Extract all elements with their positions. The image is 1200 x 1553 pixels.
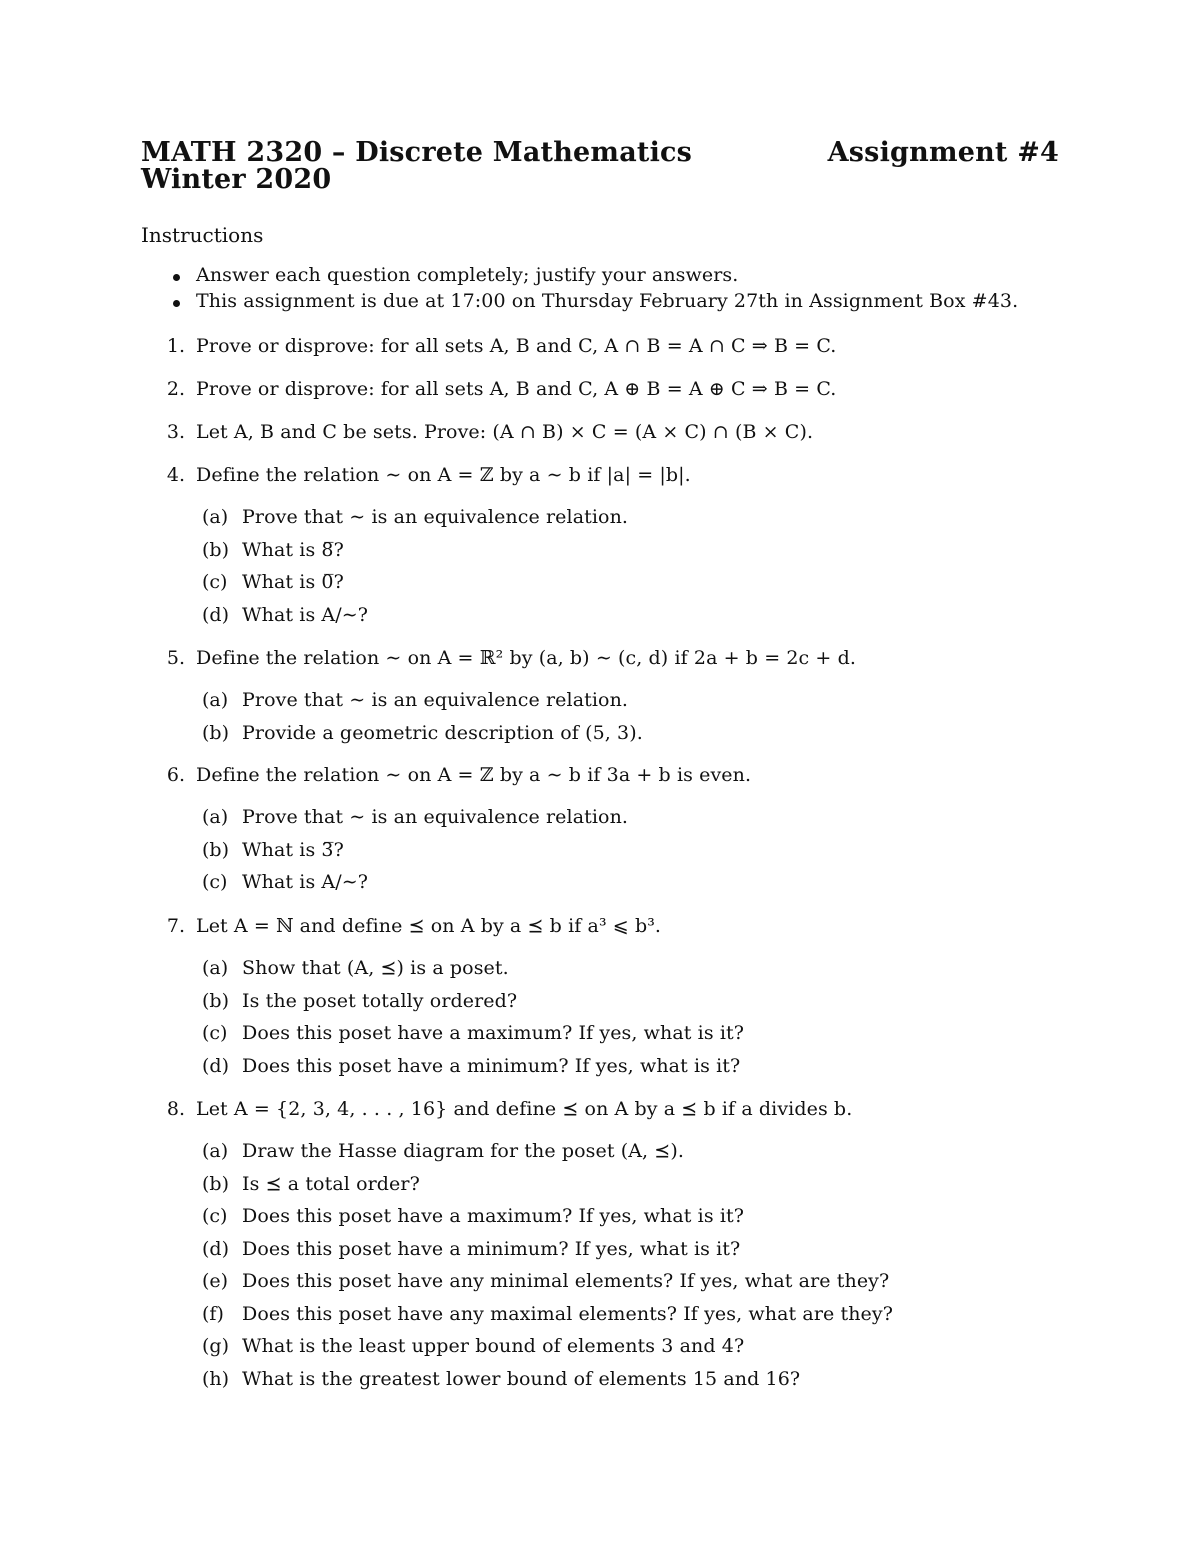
question-text: Prove or disprove: for all sets A, B and C, A ∩ B = A ∩ C ⇒ B = C.	[196, 335, 837, 357]
part-text: Draw the Hasse diagram for the poset (A, ⪯).	[242, 1140, 684, 1162]
part-text: What is A/∼?	[242, 871, 369, 893]
part-text: What is 3̅?	[242, 838, 344, 861]
part-label: (b)	[202, 538, 229, 561]
part-text: Is ⪯ a total order?	[242, 1172, 420, 1195]
part-label: (b)	[202, 989, 229, 1012]
question-text: Let A = ℕ and define ⪯ on A by a ⪯ b if a³ ⩽ b³.	[196, 915, 662, 937]
part-label: (a)	[202, 806, 229, 828]
part-text: What is A/∼?	[242, 603, 369, 626]
term-label: Winter 2020	[141, 164, 332, 195]
part-text: Does this poset have a minimum? If yes, what is it?	[242, 1054, 741, 1077]
part-label: (b)	[202, 721, 229, 744]
question-number: 8.	[166, 1098, 185, 1120]
bullet-icon	[173, 300, 180, 307]
question-number: 2.	[166, 378, 185, 400]
part-label: (d)	[202, 603, 229, 626]
part-text: What is 8̅?	[242, 538, 344, 561]
part-label: (b)	[202, 1172, 229, 1195]
question-number: 5.	[166, 647, 185, 669]
part-label: (f)	[202, 1302, 224, 1325]
part-label: (c)	[202, 1022, 228, 1044]
part-text: Prove that ∼ is an equivalence relation.	[242, 689, 629, 711]
question-text: Prove or disprove: for all sets A, B and C, A ⊕ B = A ⊕ C ⇒ B = C.	[196, 378, 837, 400]
part-text: What is the greatest lower bound of elements 15 and 16?	[242, 1367, 801, 1390]
part-text: Does this poset have any maximal elements? If yes, what are they?	[242, 1302, 894, 1325]
part-label: (e)	[202, 1270, 229, 1292]
question-number: 1.	[166, 335, 185, 357]
part-text: What is 0̅?	[242, 571, 344, 593]
part-text: What is the least upper bound of elements 3 and 4?	[242, 1335, 745, 1357]
part-label: (c)	[202, 871, 228, 893]
part-text: Prove that ∼ is an equivalence relation.	[242, 506, 629, 528]
part-label: (b)	[202, 838, 229, 861]
part-label: (a)	[202, 689, 229, 711]
question-text: Let A, B and C be sets. Prove: (A ∩ B) × C = (A × C) ∩ (B × C).	[196, 421, 814, 443]
part-text: Does this poset have a minimum? If yes, what is it?	[242, 1237, 741, 1260]
part-text: Provide a geometric description of (5, 3).	[242, 721, 643, 744]
part-label: (h)	[202, 1367, 230, 1390]
part-text: Does this poset have any minimal elements? If yes, what are they?	[242, 1270, 890, 1292]
bullet-icon	[173, 274, 180, 281]
part-label: (a)	[202, 506, 229, 528]
part-label: (a)	[202, 957, 229, 979]
part-text: Show that (A, ⪯) is a poset.	[242, 957, 509, 979]
part-text: Does this poset have a maximum? If yes, what is it?	[242, 1205, 745, 1227]
question-text: Define the relation ∼ on A = ℤ by a ∼ b if |a| = |b|.	[196, 464, 691, 486]
question-number: 7.	[166, 915, 185, 937]
part-label: (d)	[202, 1054, 229, 1077]
part-label: (c)	[202, 1205, 228, 1227]
part-label: (a)	[202, 1140, 229, 1162]
question-text: Let A = {2, 3, 4, . . . , 16} and define ⪯ on A by a ⪯ b if a divides b.	[196, 1098, 853, 1120]
question-text: Define the relation ∼ on A = ℤ by a ∼ b if 3a + b is even.	[196, 764, 752, 786]
part-label: (c)	[202, 571, 228, 593]
question-number: 3.	[166, 421, 185, 443]
instruction-item: This assignment is due at 17:00 on Thursday February 27th in Assignment Box #43.	[196, 290, 1019, 312]
instruction-item: Answer each question completely; justify your answers.	[196, 264, 739, 286]
instructions-heading: Instructions	[141, 223, 264, 247]
part-text: Is the poset totally ordered?	[242, 989, 518, 1012]
course-title: MATH 2320 – Discrete Mathematics	[141, 137, 693, 168]
part-text: Prove that ∼ is an equivalence relation.	[242, 806, 629, 828]
question-text: Define the relation ∼ on A = ℝ² by (a, b) ∼ (c, d) if 2a + b = 2c + d.	[196, 647, 856, 669]
assignment-title: Assignment #4	[827, 137, 1059, 168]
part-label: (g)	[202, 1335, 229, 1357]
part-text: Does this poset have a maximum? If yes, what is it?	[242, 1022, 745, 1044]
part-label: (d)	[202, 1237, 229, 1260]
question-number: 6.	[166, 764, 185, 786]
question-number: 4.	[166, 464, 185, 486]
